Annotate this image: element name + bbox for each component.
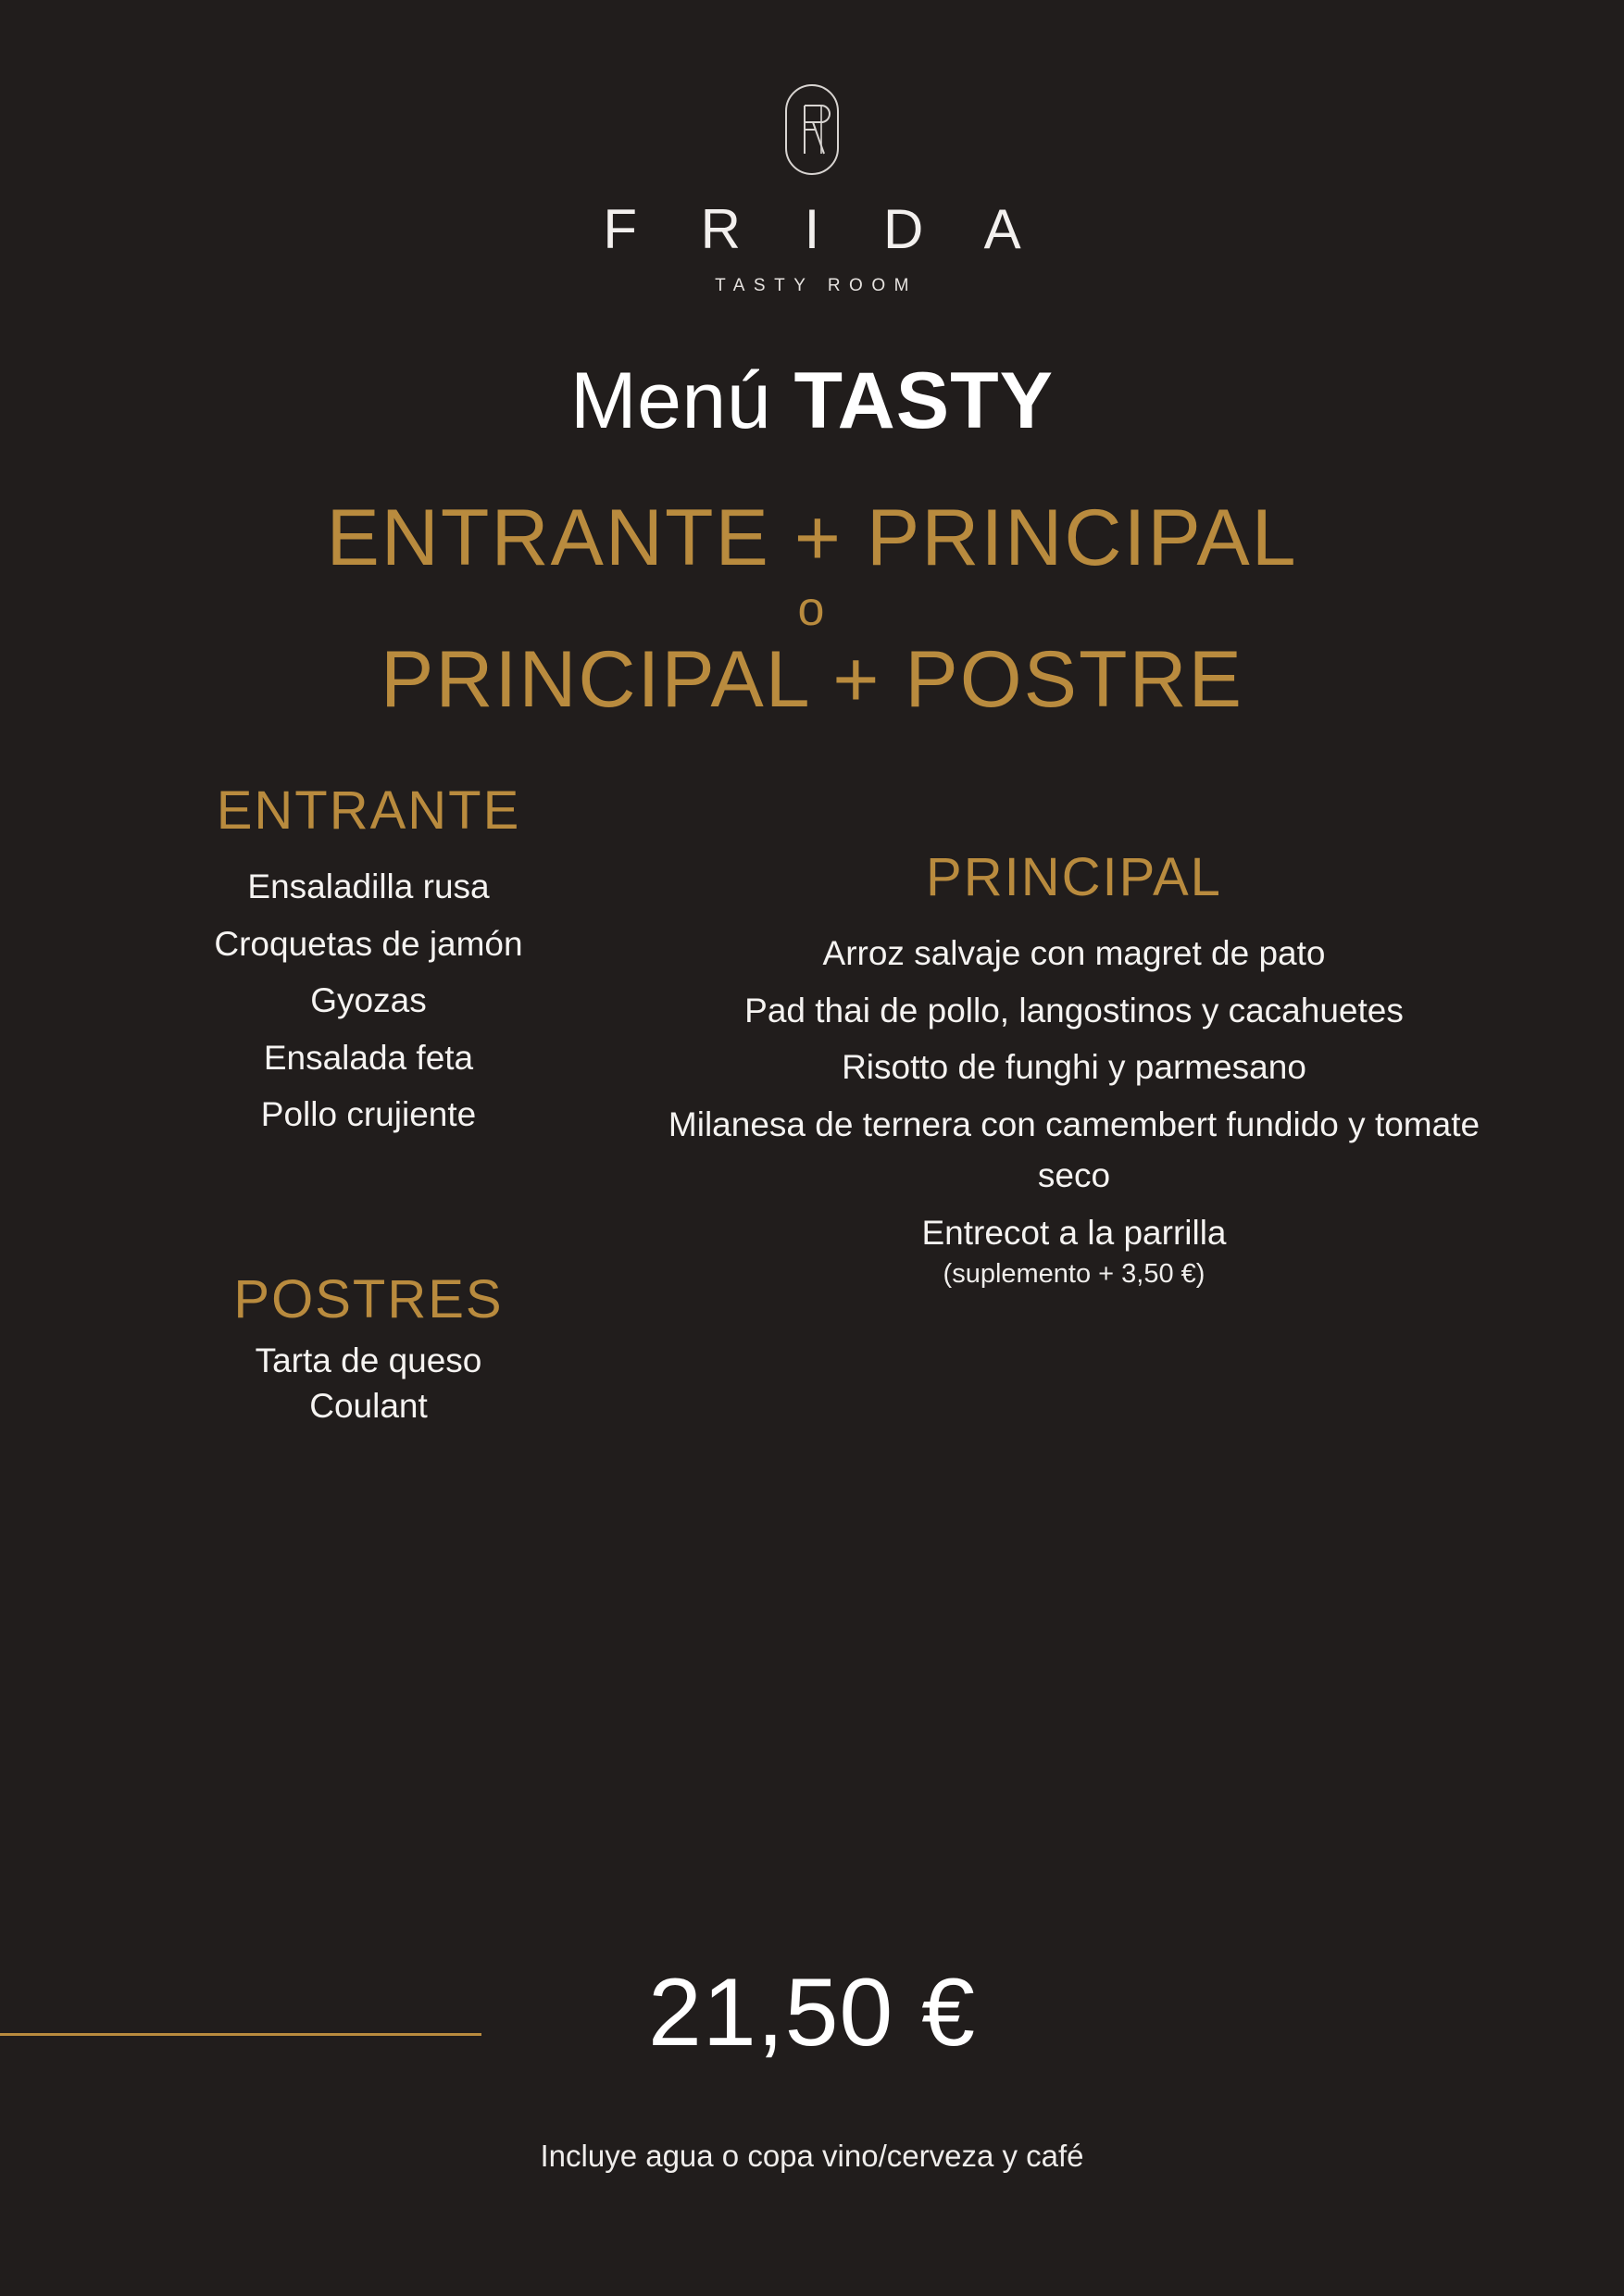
postres-list	[44, 1339, 693, 1429]
list-item: Ensalada feta	[263, 1038, 474, 1077]
list-item: Tarta de queso	[255, 1341, 482, 1379]
dish-name: Milanesa de ternera con camembert fundido y tomate seco	[668, 1104, 1480, 1195]
list-item: Croquetas de jamón	[214, 924, 523, 963]
menu-columns	[0, 781, 1624, 1615]
list-item: Coulant	[309, 1386, 428, 1425]
list-item: Ensaladilla rusa	[247, 867, 490, 906]
combo-separator: o	[797, 581, 827, 636]
list-item: Gyozas	[310, 981, 427, 1020]
combo-line-2: PRINCIPAL + POSTRE	[380, 634, 1244, 724]
page-title-prefix: Menú	[569, 356, 794, 445]
column-left	[44, 781, 693, 1429]
brand-header	[0, 0, 1624, 296]
brand-name: F R I D A	[603, 198, 1045, 260]
section-heading-entrante: ENTRANTE	[216, 780, 521, 842]
page-title-strong: TASTY	[793, 356, 1055, 445]
list-item	[648, 1042, 1500, 1093]
dish-name: Pad thai de pollo, langostinos y cacahuetes	[744, 991, 1404, 1029]
list-item	[648, 1099, 1500, 1202]
entrante-list	[44, 861, 693, 1141]
principal-list	[648, 928, 1500, 1292]
dish-name: Risotto de funghi y parmesano	[842, 1048, 1306, 1087]
dish-supplement-note: (suplemento + 3,50 €)	[943, 1259, 1206, 1290]
price-value: 21,50 €	[648, 1959, 976, 2066]
includes-note: Incluye agua o copa vino/cerveza y café	[540, 2139, 1084, 2173]
section-heading-postres: POSTRES	[233, 1268, 504, 1329]
column-right	[648, 848, 1500, 1298]
brand-tagline: TASTY ROOM	[715, 276, 918, 295]
section-heading-principal: PRINCIPAL	[926, 847, 1222, 908]
combo-line-1: ENTRANTE + PRINCIPAL	[326, 493, 1298, 582]
combo-block	[0, 493, 1624, 724]
postres-block	[44, 1270, 693, 1429]
page-title	[0, 356, 1624, 445]
list-item: Pollo crujiente	[260, 1095, 477, 1134]
dish-name: Entrecot a la parrilla	[921, 1213, 1227, 1252]
list-item	[648, 1207, 1500, 1293]
list-item	[648, 985, 1500, 1037]
frida-monogram-icon	[778, 81, 846, 178]
list-item	[648, 928, 1500, 980]
dish-name: Arroz salvaje con magret de pato	[822, 934, 1326, 973]
